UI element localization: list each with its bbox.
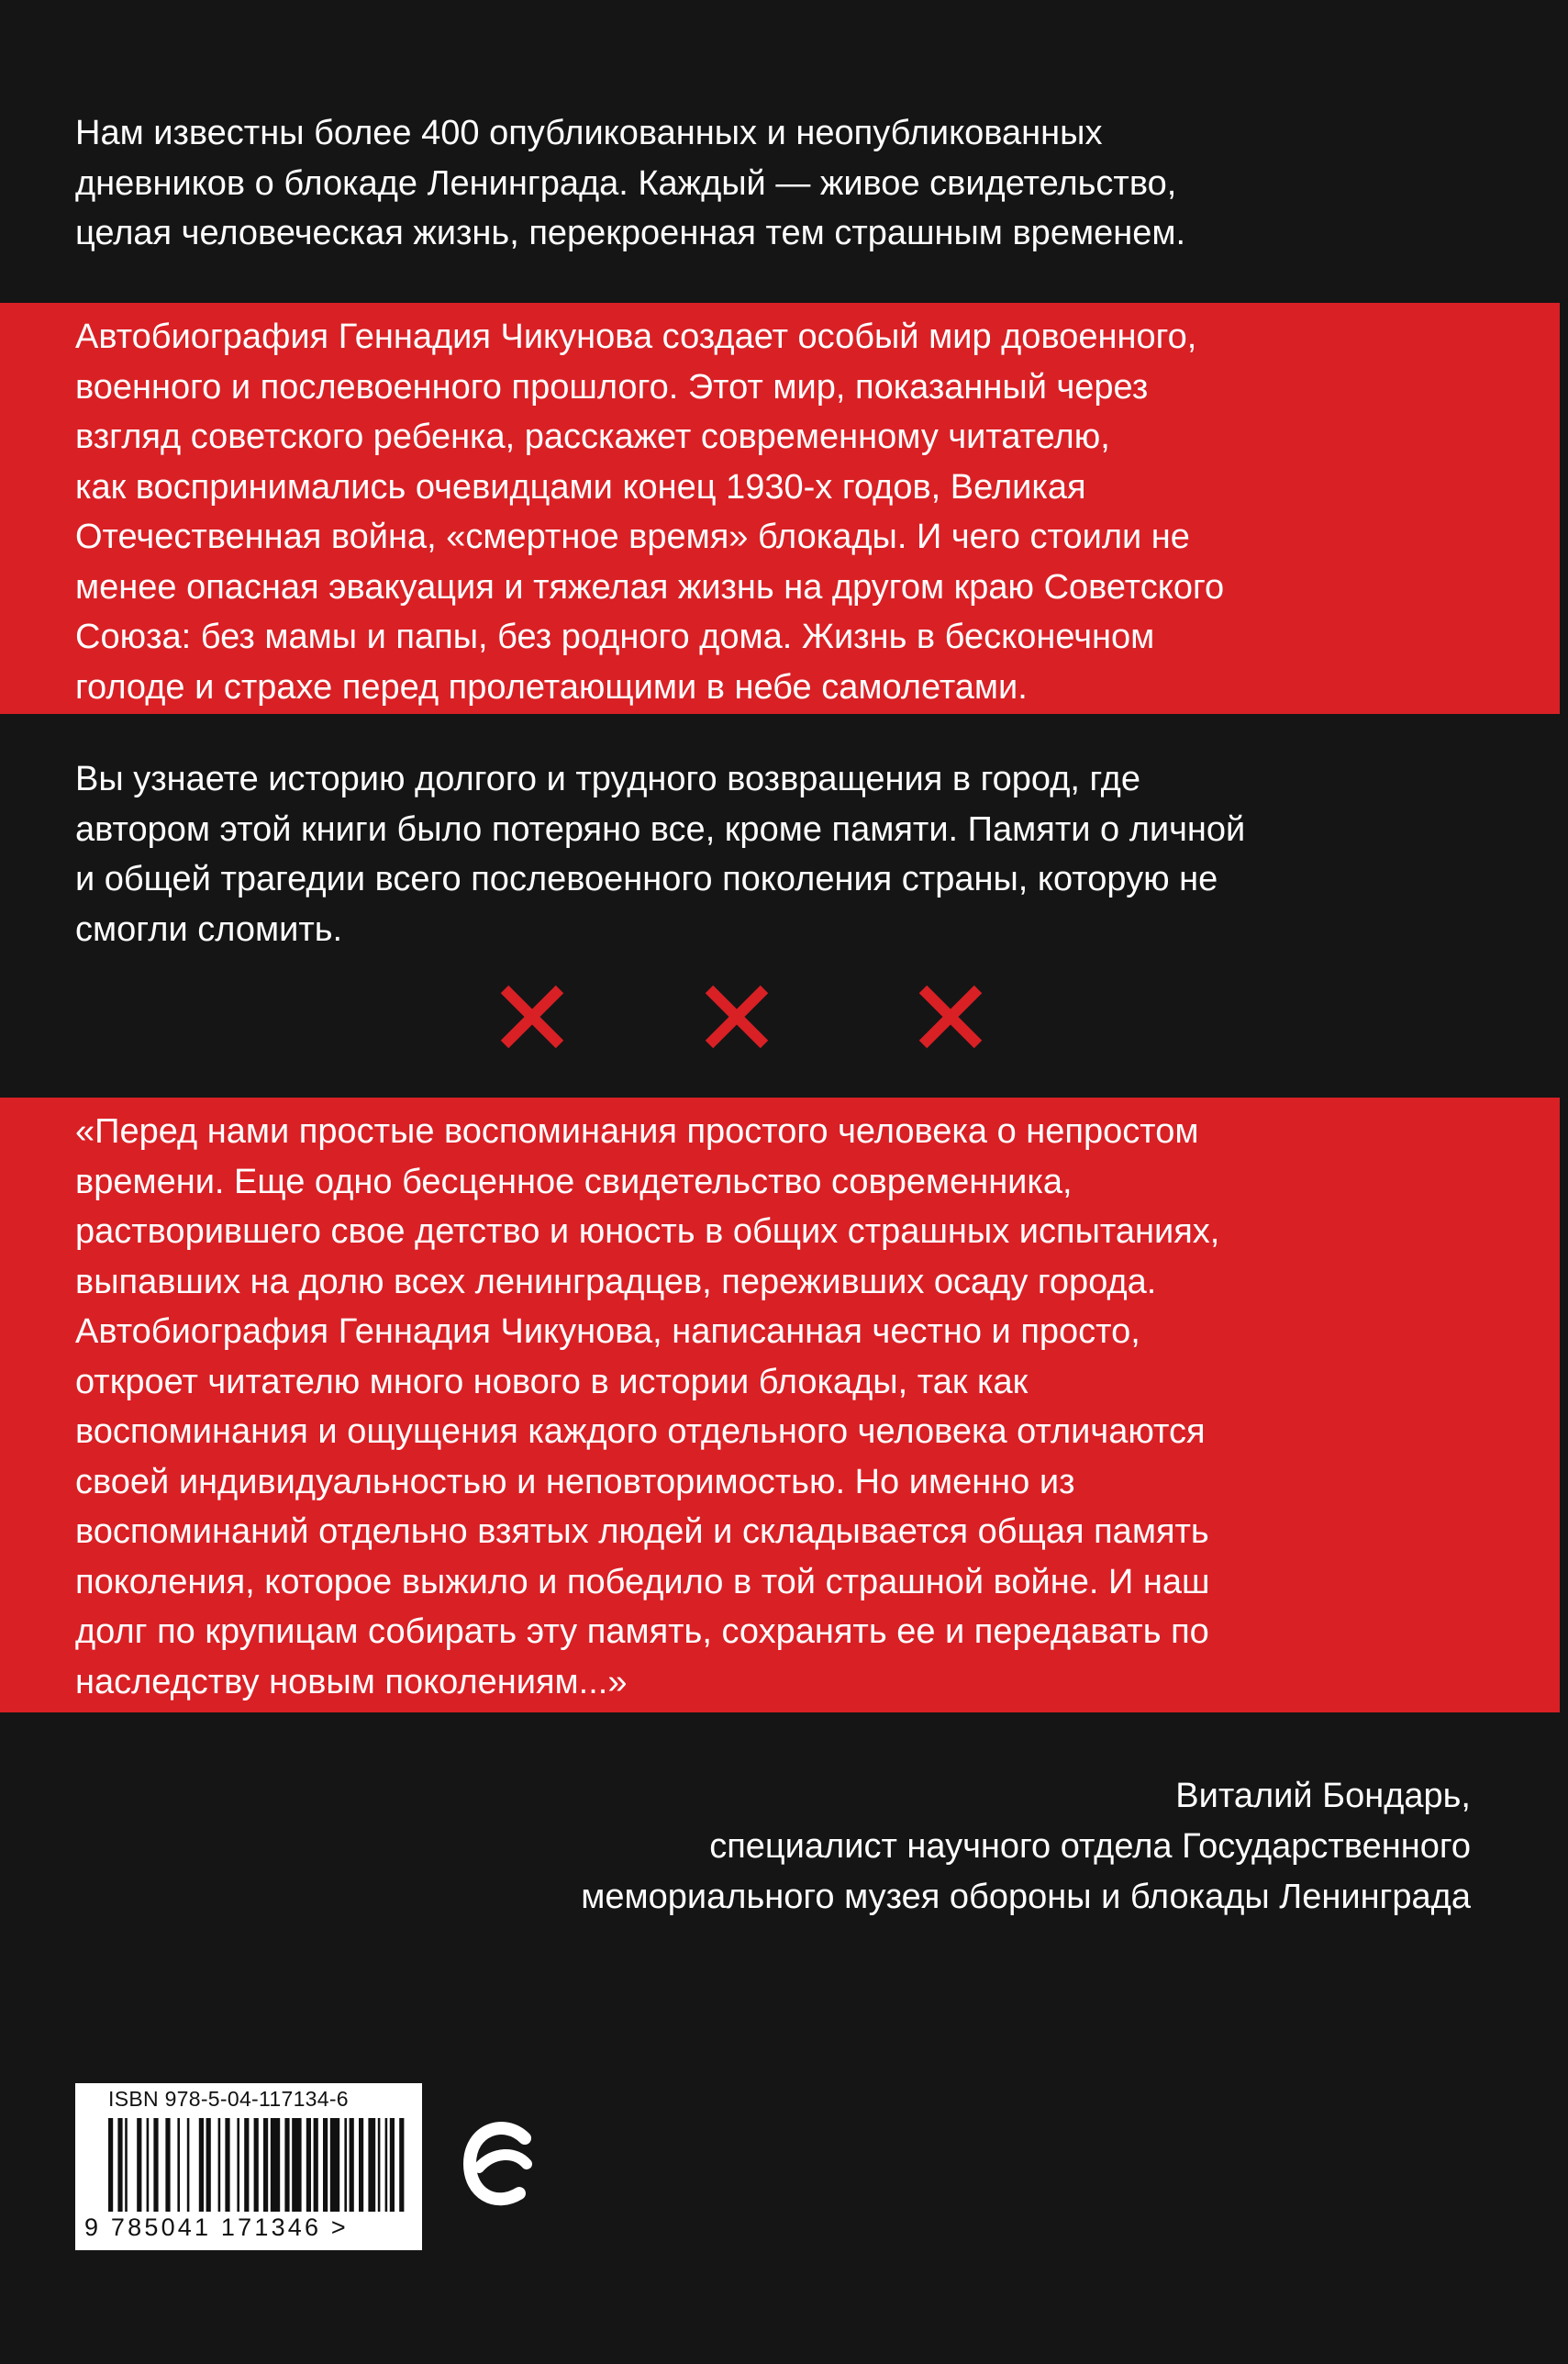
barcode-bar (323, 2118, 328, 2212)
barcode-bar (284, 2118, 289, 2212)
barcode-bar (385, 2118, 388, 2212)
barcode-bar (292, 2118, 301, 2212)
barcode-bar (177, 2118, 180, 2212)
barcode-bar (225, 2118, 229, 2212)
barcode-bar (390, 2118, 395, 2212)
cross-icon (700, 980, 773, 1054)
barcode-bar (187, 2118, 190, 2212)
barcode-digits: 9 785041 171346 > (84, 2213, 349, 2241)
intro-paragraph: Нам известны более 400 опубликованных и неопубликованных дневников о блокаде Ленинграда. Каждый — живое свидетельство, целая человеческая жизнь, перекроенная тем страшным временем. (75, 114, 1186, 252)
barcode-bar (344, 2118, 347, 2212)
barcode-bar (218, 2118, 221, 2212)
barcode-bar (244, 2118, 249, 2212)
red-band-bottom (0, 1098, 1560, 1712)
barcode-bar (399, 2118, 404, 2212)
isbn-label: ISBN 978-5-04-117134-6 (108, 2087, 349, 2111)
barcode-bar (117, 2118, 122, 2212)
barcode-bar (350, 2118, 354, 2212)
middle-paragraph: Вы узнаете историю долгого и трудного возвращения в город, где автором этой книги было потеряно все, кроме памяти. Памяти о личной и общей трагедии всего послевоенного поколения страны, которую не смогли сломить. (75, 760, 1246, 949)
barcode-bar (378, 2118, 381, 2212)
barcode-bar (206, 2118, 211, 2212)
barcode-bar (147, 2118, 150, 2212)
barcode-bar (237, 2118, 239, 2212)
attribution: Виталий Бондарь, специалист научного отдела Государственного мемориального музея обороны и блокады Ленинграда (581, 1777, 1471, 1916)
barcode-bar (330, 2118, 339, 2212)
barcode-bar (306, 2118, 311, 2212)
band1-paragraph: Автобиография Геннадия Чикунова создает особый мир довоенного, военного и послевоенного прошлого. Этот мир, показанный через взгляд советского ребенка, расскажет современному читателю, как воспринимались очевидцами конец 1930-х годов, Великая Отечественная война, «смертное время» блокады. И чего стоили не менее опасная эвакуация и тяжелая жизнь на другом краю Советского Союза: без мамы и папы, без родного дома. Жизнь в бесконечном голоде и страхе перед пролетающими в небе самолетами. (75, 318, 1225, 707)
barcode-bar (153, 2118, 158, 2212)
barcode-bar (368, 2118, 375, 2212)
cross-icon (495, 980, 569, 1054)
cross-icon (914, 980, 987, 1054)
cross-divider (0, 980, 1568, 1063)
barcode-bar (165, 2118, 170, 2212)
red-band-top (0, 303, 1560, 714)
barcode-bar (254, 2118, 259, 2212)
barcode-bar (263, 2118, 268, 2212)
barcode-bar (199, 2118, 204, 2212)
publisher-logo-icon (459, 2091, 541, 2237)
barcode-bar (271, 2118, 280, 2212)
barcode-bar (108, 2118, 113, 2212)
barcode-bar (314, 2118, 318, 2212)
barcode-bar (359, 2118, 363, 2212)
quote-paragraph: «Перед нами простые воспоминания простого человека о непростом времени. Еще одно бесценное свидетельство современника, растворившего свое детство и юность в общих страшных испытаниях, выпавших на долю всех ленинградцев, переживших осаду города. Автобиография Геннадия Чикунова, написанная честно и просто, откроет читателю много нового в истории блокады, так как воспоминания и ощущения каждого отдельного человека отличаются своей индивидуальностью и неповторимостью. Но именно из воспоминаний отдельно взятых людей и складывается общая память поколения, которое выжило и победило в той страшной войне. И наш долг по крупицам собирать эту память, сохранять ее и передавать по наследству новым поколениям...» (75, 1112, 1220, 1701)
isbn-barcode (75, 2083, 422, 2250)
barcode-bar (137, 2118, 141, 2212)
barcode-bar (125, 2118, 128, 2212)
